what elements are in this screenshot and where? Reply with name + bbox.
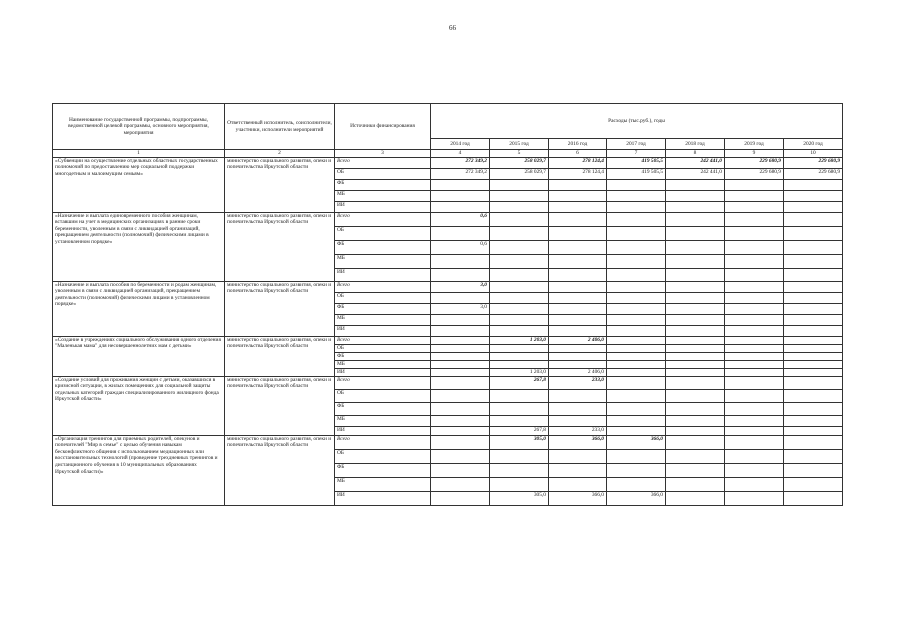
funding-source: ФБ bbox=[335, 463, 431, 477]
amount-cell bbox=[431, 190, 490, 201]
amount-cell bbox=[784, 254, 843, 268]
amount-cell bbox=[431, 376, 490, 389]
page-number: 66 bbox=[449, 24, 456, 32]
table-row bbox=[53, 281, 843, 292]
amount-cell bbox=[490, 268, 549, 281]
amount-cell bbox=[549, 402, 607, 415]
amount-cell: 366,0 bbox=[607, 491, 666, 505]
amount-cell: 233,0 bbox=[549, 426, 607, 435]
funding-source: МБ bbox=[335, 477, 431, 491]
amount-cell bbox=[784, 360, 843, 368]
amount-cell bbox=[490, 179, 549, 190]
amount-cell bbox=[725, 415, 784, 426]
amount-cell bbox=[607, 360, 666, 368]
amount-cell bbox=[549, 314, 607, 325]
funding-source: ОБ bbox=[335, 344, 431, 352]
amount-cell bbox=[725, 402, 784, 415]
amount-cell bbox=[431, 368, 490, 376]
amount-cell bbox=[784, 376, 843, 389]
column-index: 7 bbox=[607, 150, 666, 158]
amount-cell bbox=[607, 344, 666, 352]
amount-cell bbox=[431, 344, 490, 352]
amount-cell: 258 029,7 bbox=[490, 157, 549, 168]
amount-cell: 278 124,4 bbox=[549, 168, 607, 179]
amount-cell bbox=[490, 292, 549, 303]
column-index: 6 bbox=[549, 150, 607, 158]
funding-source: ФБ bbox=[335, 402, 431, 415]
amount-cell bbox=[725, 281, 784, 292]
amount-cell bbox=[725, 268, 784, 281]
amount-cell bbox=[607, 179, 666, 190]
funding-source: ОБ bbox=[335, 389, 431, 402]
amount-cell bbox=[431, 360, 490, 368]
amount-cell bbox=[725, 435, 784, 449]
responsible-executor: министерство социального развития, опеки и попечительства Иркутской области bbox=[225, 212, 335, 281]
funding-source: ФБ bbox=[335, 352, 431, 360]
amount-cell bbox=[725, 463, 784, 477]
amount-cell: 267,8 bbox=[490, 426, 549, 435]
amount-cell bbox=[431, 435, 490, 449]
amount-cell bbox=[725, 344, 784, 352]
amount-cell bbox=[666, 281, 725, 292]
amount-cell: 258 029,7 bbox=[490, 168, 549, 179]
amount-cell bbox=[607, 463, 666, 477]
amount-cell bbox=[725, 314, 784, 325]
amount-cell bbox=[725, 325, 784, 336]
amount-cell bbox=[607, 190, 666, 201]
amount-cell bbox=[549, 254, 607, 268]
amount-cell bbox=[490, 190, 549, 201]
amount-cell bbox=[607, 303, 666, 314]
header-year: 2018 год bbox=[666, 139, 725, 150]
amount-cell bbox=[666, 292, 725, 303]
column-index: 10 bbox=[784, 150, 843, 158]
amount-cell: 419 505,5 bbox=[607, 168, 666, 179]
amount-cell bbox=[431, 314, 490, 325]
amount-cell bbox=[784, 240, 843, 254]
amount-cell bbox=[725, 292, 784, 303]
amount-cell bbox=[784, 336, 843, 344]
amount-cell bbox=[431, 389, 490, 402]
amount-cell bbox=[431, 426, 490, 435]
funding-source: ИИ bbox=[335, 491, 431, 505]
amount-cell bbox=[784, 368, 843, 376]
amount-cell bbox=[784, 325, 843, 336]
amount-cell bbox=[549, 344, 607, 352]
amount-cell bbox=[784, 212, 843, 226]
amount-cell bbox=[784, 201, 843, 212]
amount-cell bbox=[490, 240, 549, 254]
amount-cell bbox=[549, 449, 607, 463]
amount-cell bbox=[607, 376, 666, 389]
amount-cell bbox=[549, 179, 607, 190]
amount-cell bbox=[725, 360, 784, 368]
amount-cell bbox=[784, 477, 843, 491]
amount-cell: 366,0 bbox=[607, 435, 666, 449]
funding-source: МБ bbox=[335, 254, 431, 268]
amount-cell bbox=[549, 201, 607, 212]
amount-cell bbox=[549, 281, 607, 292]
amount-cell bbox=[784, 268, 843, 281]
amount-cell: 305,0 bbox=[490, 435, 549, 449]
amount-cell bbox=[666, 190, 725, 201]
amount-cell: 278 124,4 bbox=[549, 157, 607, 168]
column-index: 9 bbox=[725, 150, 784, 158]
amount-cell bbox=[725, 254, 784, 268]
amount-cell bbox=[431, 352, 490, 360]
amount-cell bbox=[431, 201, 490, 212]
amount-cell bbox=[490, 344, 549, 352]
amount-cell bbox=[490, 314, 549, 325]
header-responsible: Ответственный исполнитель, соисполнители, участники, исполнители мероприятий bbox=[225, 104, 335, 150]
funding-source: МБ bbox=[335, 360, 431, 368]
amount-cell bbox=[784, 314, 843, 325]
amount-cell bbox=[725, 336, 784, 344]
amount-cell bbox=[784, 190, 843, 201]
table-row bbox=[53, 336, 843, 344]
amount-cell bbox=[666, 314, 725, 325]
amount-cell bbox=[549, 463, 607, 477]
amount-cell: 1 203,0 bbox=[490, 368, 549, 376]
amount-cell bbox=[666, 336, 725, 344]
amount-cell bbox=[549, 212, 607, 226]
amount-cell bbox=[725, 352, 784, 360]
amount-cell bbox=[725, 303, 784, 314]
amount-cell bbox=[490, 449, 549, 463]
amount-cell bbox=[431, 491, 490, 505]
amount-cell bbox=[549, 303, 607, 314]
amount-cell: 267,8 bbox=[490, 376, 549, 389]
funding-source: Всего bbox=[335, 212, 431, 226]
funding-source: ИИ bbox=[335, 268, 431, 281]
amount-cell bbox=[607, 292, 666, 303]
amount-cell bbox=[549, 389, 607, 402]
column-index: 4 bbox=[431, 150, 490, 158]
amount-cell bbox=[666, 415, 725, 426]
amount-cell bbox=[725, 491, 784, 505]
amount-cell bbox=[666, 240, 725, 254]
amount-cell: 366,0 bbox=[549, 491, 607, 505]
responsible-executor: министерство социального развития, опеки и попечительства Иркутской области bbox=[225, 281, 335, 336]
column-index: 3 bbox=[335, 150, 431, 158]
amount-cell: 242 441,0 bbox=[666, 157, 725, 168]
amount-cell bbox=[666, 477, 725, 491]
amount-cell bbox=[431, 336, 490, 344]
header-year: 2017 год bbox=[607, 139, 666, 150]
amount-cell bbox=[431, 415, 490, 426]
funding-source: ИИ bbox=[335, 426, 431, 435]
activity-name: «Назначение и выплата единовременного пособия женщинам, вставшим на учет в медицинских организациях в ранние сроки беременности, уволенным в связи с ликвидацией организаций, прекращением деятельности (полномочий) физическими лицами в установленном порядке» bbox=[53, 212, 225, 281]
column-index: 2 bbox=[225, 150, 335, 158]
amount-cell bbox=[666, 179, 725, 190]
amount-cell bbox=[725, 449, 784, 463]
amount-cell bbox=[607, 281, 666, 292]
amount-cell bbox=[490, 360, 549, 368]
amount-cell bbox=[490, 415, 549, 426]
activity-name: «Создание условий для проживания женщин с детьми, оказавшихся в кризисной ситуации, в жилых помещениях для социальной защиты отдельных категорий граждан специализированного жилищного фонда Иркутской области» bbox=[53, 376, 225, 435]
header-year: 2016 год bbox=[549, 139, 607, 150]
responsible-executor: министерство социального развития, опеки и попечительства Иркутской области bbox=[225, 336, 335, 376]
header-name: Наименование государственной программы, подпрограммы, ведомственной целевой программы, основного мероприятия, мероприятия bbox=[53, 104, 225, 150]
funding-source: ФБ bbox=[335, 303, 431, 314]
column-index: 1 bbox=[53, 150, 225, 158]
amount-cell bbox=[607, 477, 666, 491]
funding-source: Всего bbox=[335, 281, 431, 292]
amount-cell bbox=[549, 292, 607, 303]
amount-cell bbox=[431, 254, 490, 268]
header-year: 2019 год bbox=[725, 139, 784, 150]
amount-cell bbox=[784, 226, 843, 240]
amount-cell bbox=[549, 240, 607, 254]
amount-cell bbox=[725, 240, 784, 254]
amount-cell bbox=[784, 402, 843, 415]
amount-cell bbox=[431, 226, 490, 240]
amount-cell bbox=[725, 212, 784, 226]
funding-source: Всего bbox=[335, 376, 431, 389]
funding-source: ОБ bbox=[335, 449, 431, 463]
amount-cell bbox=[549, 360, 607, 368]
amount-cell bbox=[725, 201, 784, 212]
amount-cell bbox=[666, 389, 725, 402]
amount-cell: 1 203,0 bbox=[490, 336, 549, 344]
amount-cell bbox=[549, 415, 607, 426]
amount-cell bbox=[431, 179, 490, 190]
funding-source: МБ bbox=[335, 190, 431, 201]
amount-cell bbox=[490, 463, 549, 477]
amount-cell bbox=[431, 463, 490, 477]
funding-source: Всего bbox=[335, 435, 431, 449]
amount-cell bbox=[725, 368, 784, 376]
activity-name: «Назначение и выплата пособия по беременности и родам женщинам, уволенным в связи с ликвидацией организаций, прекращением деятельности (полномочий) физическими лицами в установленном порядке» bbox=[53, 281, 225, 336]
amount-cell: 3,0 bbox=[431, 303, 490, 314]
amount-cell: 272 349,2 bbox=[431, 168, 490, 179]
amount-cell: 366,0 bbox=[549, 435, 607, 449]
amount-cell bbox=[607, 226, 666, 240]
amount-cell bbox=[549, 268, 607, 281]
funding-source: ИИ bbox=[335, 368, 431, 376]
amount-cell bbox=[725, 389, 784, 402]
amount-cell bbox=[666, 463, 725, 477]
amount-cell bbox=[490, 226, 549, 240]
amount-cell bbox=[607, 352, 666, 360]
table-row bbox=[53, 376, 843, 389]
amount-cell bbox=[490, 402, 549, 415]
header-year: 2014 год bbox=[431, 139, 490, 150]
amount-cell bbox=[666, 449, 725, 463]
amount-cell bbox=[725, 226, 784, 240]
amount-cell bbox=[666, 325, 725, 336]
funding-source: Всего bbox=[335, 157, 431, 168]
amount-cell: 229 680,9 bbox=[784, 157, 843, 168]
amount-cell bbox=[607, 268, 666, 281]
amount-cell bbox=[549, 477, 607, 491]
column-index: 5 bbox=[490, 150, 549, 158]
amount-cell: 3,0 bbox=[431, 281, 490, 292]
amount-cell bbox=[549, 325, 607, 336]
amount-cell bbox=[725, 190, 784, 201]
amount-cell bbox=[784, 281, 843, 292]
amount-cell bbox=[607, 240, 666, 254]
responsible-executor: министерство социального развития, опеки и попечительства Иркутской области bbox=[225, 157, 335, 212]
amount-cell bbox=[666, 376, 725, 389]
amount-cell bbox=[666, 268, 725, 281]
amount-cell bbox=[784, 344, 843, 352]
amount-cell bbox=[549, 226, 607, 240]
amount-cell: 305,0 bbox=[490, 491, 549, 505]
amount-cell bbox=[725, 426, 784, 435]
amount-cell bbox=[784, 292, 843, 303]
funding-source: ОБ bbox=[335, 226, 431, 240]
table-row bbox=[53, 212, 843, 226]
amount-cell bbox=[607, 336, 666, 344]
amount-cell bbox=[666, 303, 725, 314]
amount-cell bbox=[666, 201, 725, 212]
header-year: 2020 год bbox=[784, 139, 843, 150]
table-row bbox=[53, 157, 843, 168]
amount-cell bbox=[607, 402, 666, 415]
amount-cell bbox=[549, 352, 607, 360]
amount-cell bbox=[784, 449, 843, 463]
amount-cell: 2 406,0 bbox=[549, 368, 607, 376]
amount-cell bbox=[431, 325, 490, 336]
funding-source: ОБ bbox=[335, 168, 431, 179]
amount-cell bbox=[607, 389, 666, 402]
amount-cell: 229 680,9 bbox=[725, 168, 784, 179]
amount-cell: 2 406,0 bbox=[549, 336, 607, 344]
amount-cell bbox=[549, 190, 607, 201]
budget-table bbox=[52, 103, 843, 506]
amount-cell bbox=[784, 463, 843, 477]
amount-cell bbox=[607, 368, 666, 376]
amount-cell bbox=[431, 268, 490, 281]
amount-cell bbox=[784, 426, 843, 435]
amount-cell bbox=[666, 344, 725, 352]
responsible-executor: министерство социального развития, опеки и попечительства Иркутской области bbox=[225, 376, 335, 435]
amount-cell bbox=[431, 402, 490, 415]
funding-source: ФБ bbox=[335, 179, 431, 190]
amount-cell bbox=[784, 303, 843, 314]
responsible-executor: министерство социального развития, опеки и попечительства Иркутской области bbox=[225, 435, 335, 505]
amount-cell bbox=[784, 435, 843, 449]
amount-cell bbox=[725, 376, 784, 389]
amount-cell bbox=[431, 292, 490, 303]
funding-source: МБ bbox=[335, 314, 431, 325]
amount-cell bbox=[607, 426, 666, 435]
amount-cell bbox=[666, 226, 725, 240]
amount-cell bbox=[784, 491, 843, 505]
amount-cell bbox=[490, 325, 549, 336]
header-year: 2015 год bbox=[490, 139, 549, 150]
funding-source: ОБ bbox=[335, 292, 431, 303]
amount-cell bbox=[607, 415, 666, 426]
amount-cell bbox=[666, 426, 725, 435]
amount-cell bbox=[490, 201, 549, 212]
amount-cell: 233,0 bbox=[549, 376, 607, 389]
activity-name: «Создание в учреждениях социального обслуживания одного отделения "Маленькая мама" для несовершеннолетних мам с детьми» bbox=[53, 336, 225, 376]
amount-cell bbox=[490, 352, 549, 360]
amount-cell bbox=[607, 201, 666, 212]
amount-cell: 229 680,9 bbox=[725, 157, 784, 168]
amount-cell: 242 441,0 bbox=[666, 168, 725, 179]
amount-cell bbox=[784, 179, 843, 190]
amount-cell bbox=[607, 449, 666, 463]
amount-cell bbox=[666, 402, 725, 415]
amount-cell: 0,6 bbox=[431, 212, 490, 226]
amount-cell bbox=[490, 477, 549, 491]
activity-name: «Организация тренингов для приемных родителей, опекунов и попечителей "Мир в семье" с целью обучения навыкам бесконфликтного общения с использованием медиационных или восстановительных технологий (проведение трехдневных тренингов и дистанционного обучения в 10 муниципальных образованиях Иркутской области)» bbox=[53, 435, 225, 505]
amount-cell bbox=[666, 254, 725, 268]
amount-cell bbox=[725, 477, 784, 491]
header-expenses: Расходы (тыс.руб.), годы bbox=[431, 104, 843, 139]
amount-cell bbox=[725, 179, 784, 190]
amount-cell bbox=[784, 389, 843, 402]
amount-cell bbox=[490, 254, 549, 268]
amount-cell: 272 349,2 bbox=[431, 157, 490, 168]
table-row bbox=[53, 435, 843, 449]
funding-source: ФБ bbox=[335, 240, 431, 254]
amount-cell bbox=[431, 449, 490, 463]
activity-name: «Субвенции на осуществление отдельных областных государственных полномочий по предоставлению мер социальной поддержки многодетным и малоимущим семьям» bbox=[53, 157, 225, 212]
funding-source: МБ bbox=[335, 415, 431, 426]
amount-cell bbox=[607, 254, 666, 268]
amount-cell bbox=[431, 477, 490, 491]
amount-cell bbox=[784, 415, 843, 426]
amount-cell bbox=[666, 352, 725, 360]
funding-source: ИИ bbox=[335, 325, 431, 336]
funding-source: ИИ bbox=[335, 201, 431, 212]
funding-source: Всего bbox=[335, 336, 431, 344]
amount-cell bbox=[666, 368, 725, 376]
amount-cell: 0,6 bbox=[431, 240, 490, 254]
amount-cell bbox=[607, 314, 666, 325]
amount-cell: 229 680,9 bbox=[784, 168, 843, 179]
amount-cell bbox=[607, 325, 666, 336]
header-source: Источники финансирования bbox=[335, 104, 431, 150]
amount-cell bbox=[490, 389, 549, 402]
column-index: 8 bbox=[666, 150, 725, 158]
amount-cell bbox=[784, 352, 843, 360]
amount-cell bbox=[607, 212, 666, 226]
amount-cell bbox=[666, 212, 725, 226]
amount-cell bbox=[666, 491, 725, 505]
amount-cell bbox=[490, 212, 549, 226]
amount-cell bbox=[490, 281, 549, 292]
amount-cell bbox=[666, 360, 725, 368]
amount-cell bbox=[666, 435, 725, 449]
amount-cell bbox=[490, 303, 549, 314]
amount-cell: 419 505,5 bbox=[607, 157, 666, 168]
